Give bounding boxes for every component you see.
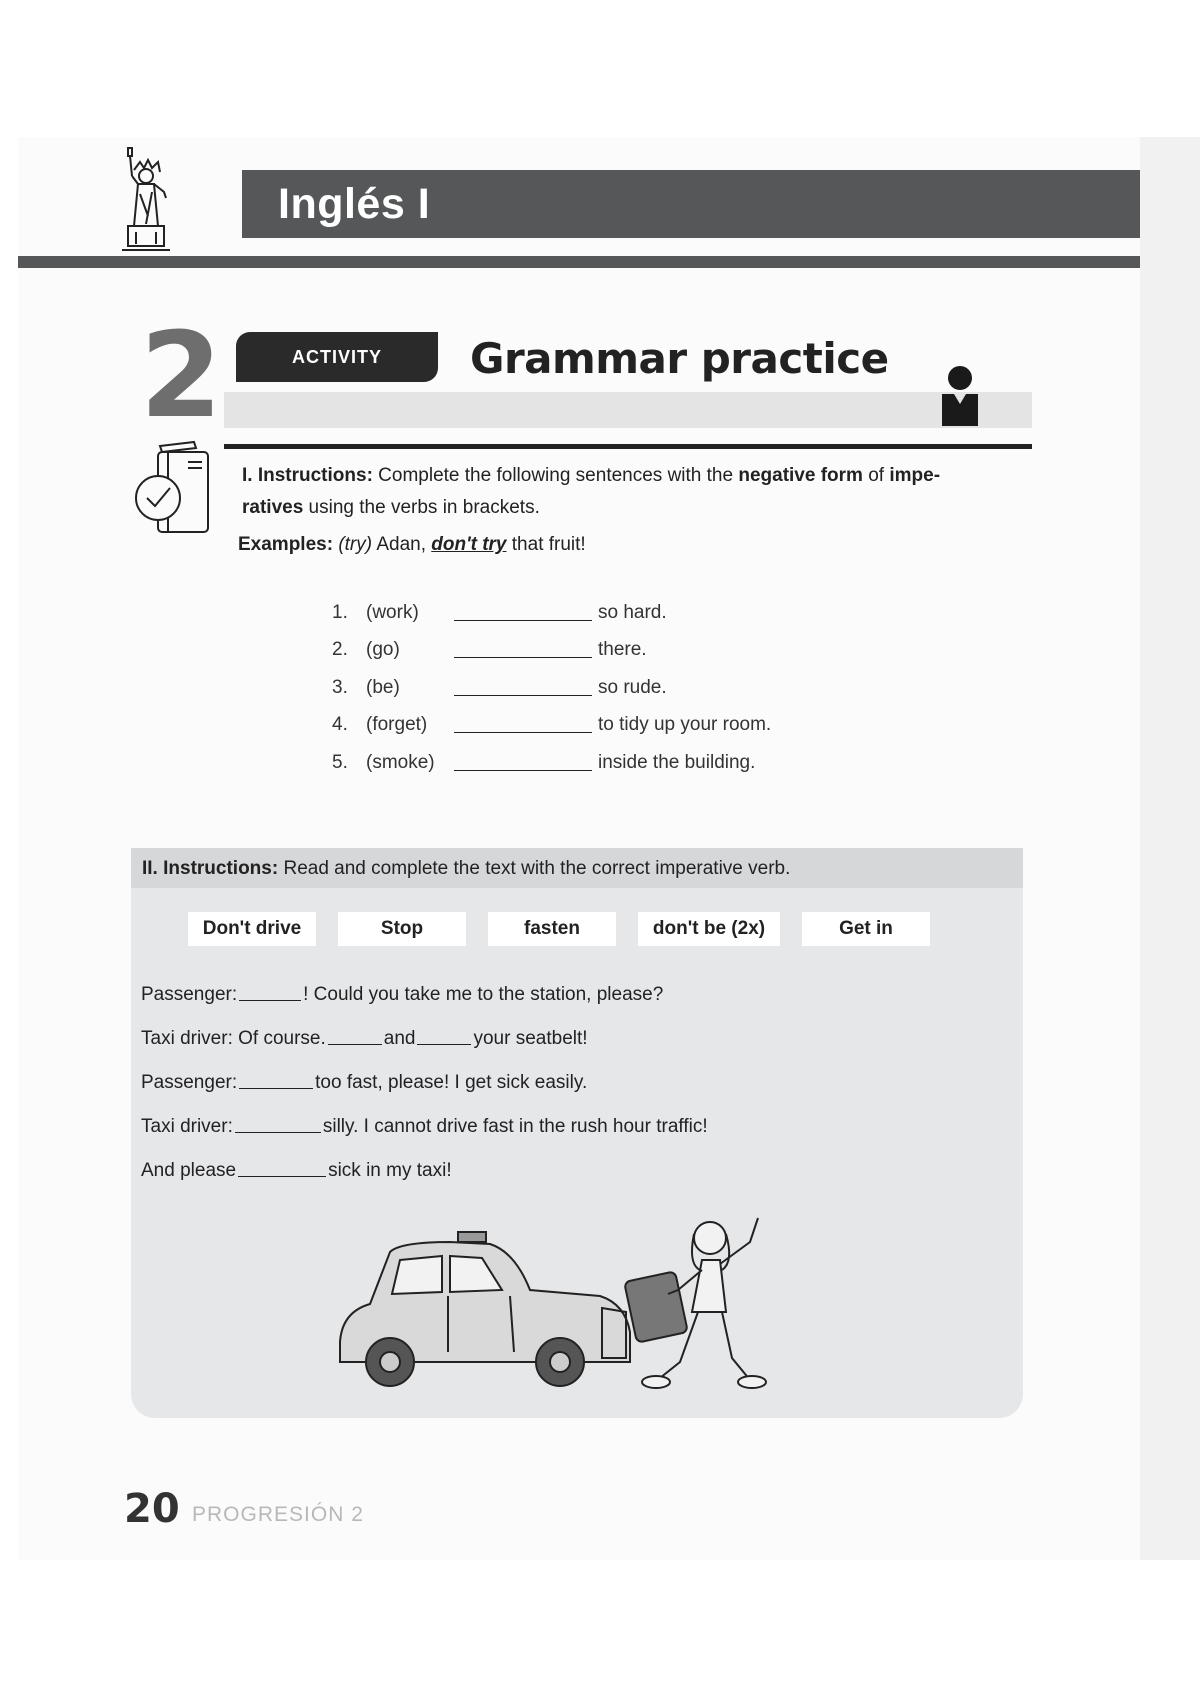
word-chip[interactable]: Don't drive — [188, 912, 316, 946]
page-number: 20 — [124, 1486, 180, 1532]
exercise-item: 3. (be) so rude. — [332, 676, 667, 698]
activity-title-band — [224, 392, 1032, 428]
header-rule — [18, 256, 1140, 268]
exercise-list — [332, 594, 932, 782]
answer-blank[interactable] — [454, 619, 592, 621]
answer-blank[interactable] — [239, 1072, 313, 1089]
answer-blank[interactable] — [238, 1160, 326, 1177]
word-chip[interactable]: fasten — [488, 912, 616, 946]
word-bank — [188, 912, 952, 946]
answer-blank[interactable] — [235, 1116, 321, 1133]
section1-instructions: I. Instructions: Complete the following sentences with the negative form of impe- ratives using the verbs in brackets. — [242, 465, 941, 518]
activity-badge — [236, 332, 438, 382]
activity-rule — [224, 444, 1032, 449]
exercise-item: 5. (smoke) inside the building. — [332, 751, 756, 773]
dialog-line: Passenger: too fast, please! I get sick easily. — [141, 1072, 588, 1093]
header-title: Inglés I — [278, 180, 431, 228]
activity-badge-label: ACTIVITY — [291, 346, 382, 367]
answer-blank[interactable] — [417, 1028, 471, 1045]
activity-number: 2 — [140, 306, 223, 444]
section1-example: Examples: (try) Adan, don't try that fruit! — [238, 534, 586, 555]
answer-blank[interactable] — [454, 656, 592, 658]
taxi-illustration — [330, 1212, 830, 1402]
answer-blank[interactable] — [239, 984, 301, 1001]
word-chip[interactable]: Stop — [338, 912, 466, 946]
answer-blank[interactable] — [328, 1028, 382, 1045]
dialog-text — [141, 984, 961, 1204]
exercise-item: 4. (forget) to tidy up your room. — [332, 714, 772, 736]
dialog-line: And please sick in my taxi! — [141, 1160, 452, 1181]
dialog-line: Taxi driver: silly. I cannot drive fast in the rush hour traffic! — [141, 1116, 708, 1137]
checklist-book-icon — [132, 440, 216, 536]
dialog-line: Taxi driver: Of course. and your seatbelt! — [141, 1028, 588, 1049]
exercise-item: 2. (go) there. — [332, 639, 647, 661]
progression-label: PROGRESIÓN 2 — [192, 1503, 364, 1526]
statue-of-liberty-icon — [118, 146, 184, 252]
answer-blank[interactable] — [454, 769, 592, 771]
answer-blank[interactable] — [454, 694, 592, 696]
exercise-item: 1. (work) so hard. — [332, 601, 667, 623]
dialog-line: Passenger: ! Could you take me to the station, please? — [141, 984, 664, 1005]
page-edge — [1140, 137, 1200, 1560]
answer-blank[interactable] — [454, 731, 592, 733]
word-chip[interactable]: Get in — [802, 912, 930, 946]
activity-title: Grammar practice — [470, 334, 889, 383]
section2-instructions: II. Instructions: Read and complete the text with the correct imperative verb. — [142, 858, 791, 879]
person-icon — [940, 366, 980, 428]
word-chip[interactable]: don't be (2x) — [638, 912, 780, 946]
